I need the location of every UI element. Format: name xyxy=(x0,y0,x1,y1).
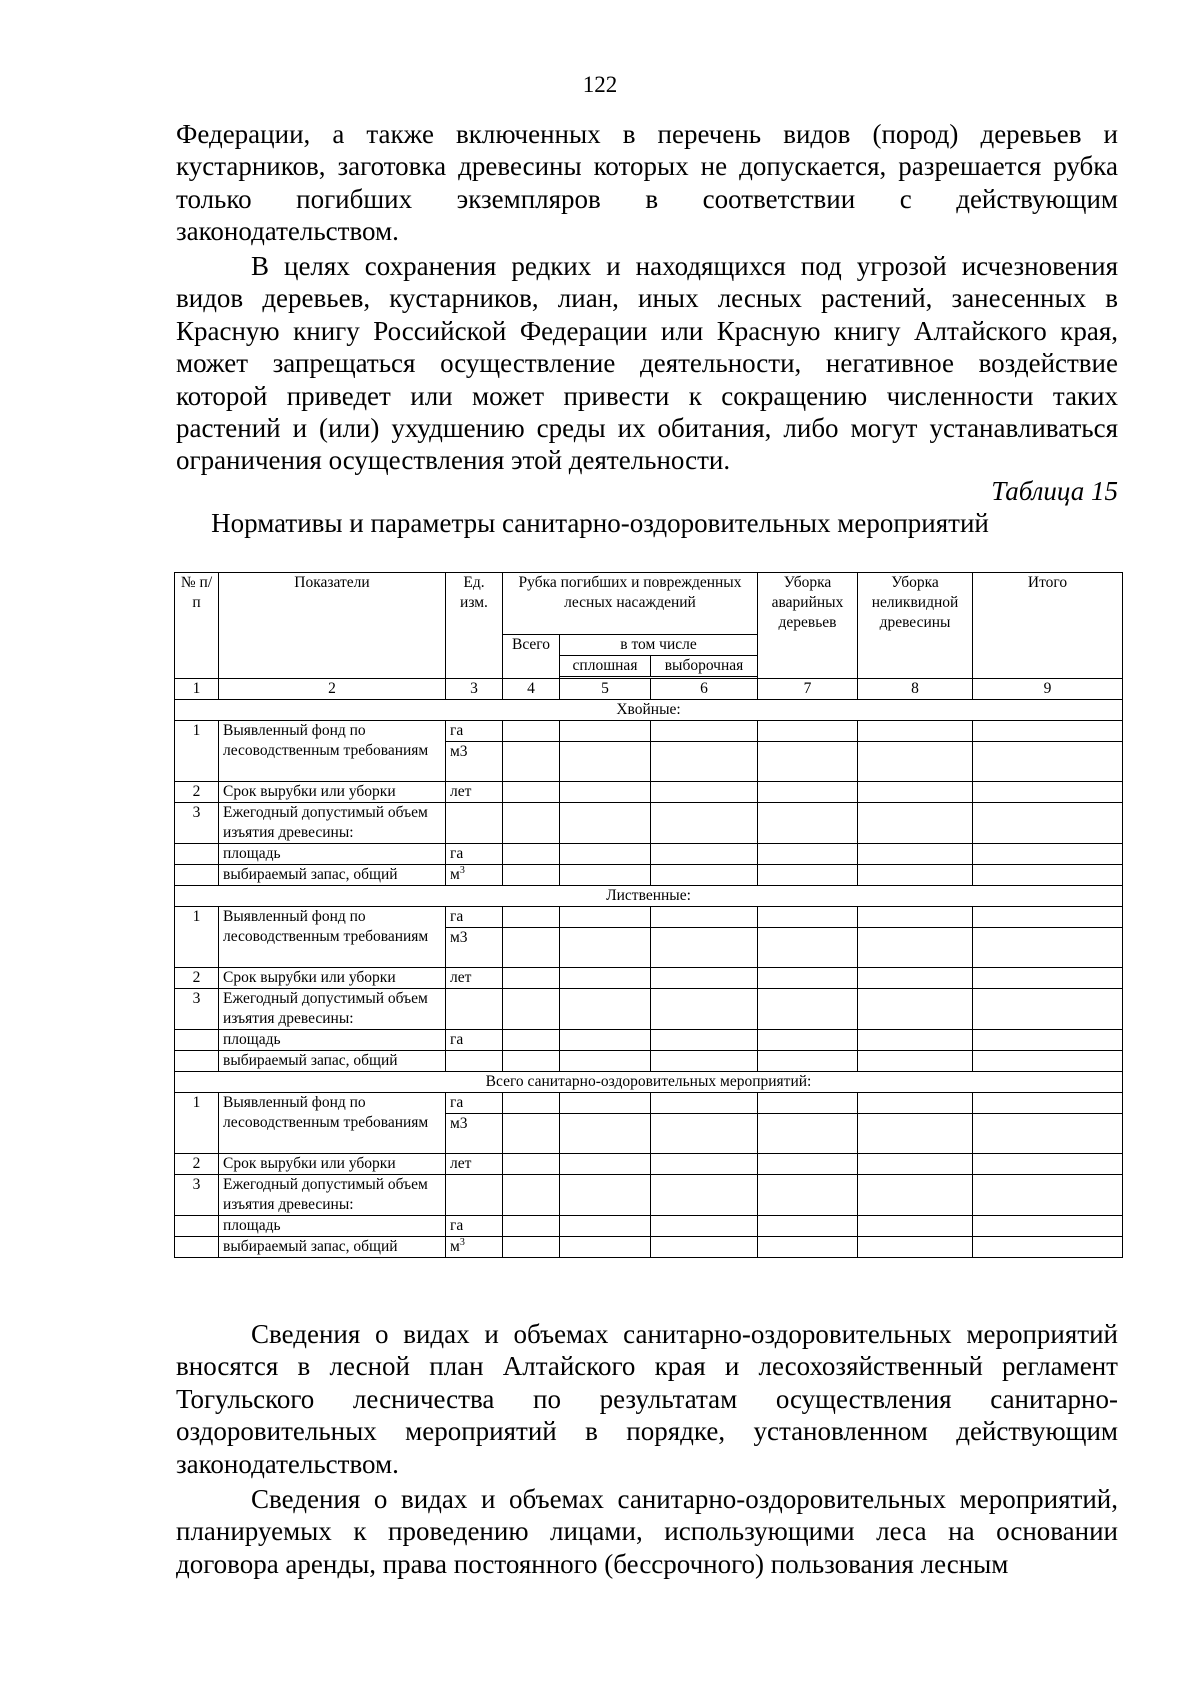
section-title: Хвойные: xyxy=(175,700,1123,721)
paragraph-2: В целях сохранения редких и находящихся под угрозой исчезновения видов деревьев, кустарников, лиан, иных лесных растений, занесенных в Красную книгу Российской Федерации или Красную книгу Алтайского края, может запрещаться осуществление деятельности, негативное воздействие которой приведет или может привести к сокращению численности таких растений и (или) ухудшению среды их обитания, либо могут устанавливаться ограничения осуществления этой деятельности. xyxy=(176,251,1118,476)
header-num: № п/п xyxy=(175,573,219,679)
row-num: 2 xyxy=(175,1154,219,1175)
norms-table xyxy=(174,572,1123,1258)
row-num: 1 xyxy=(175,721,219,782)
row-unit: га xyxy=(446,844,503,865)
table-row xyxy=(175,1093,1123,1114)
header-total: Всего xyxy=(503,635,560,679)
row-num: 2 xyxy=(175,968,219,989)
row-name: Выявленный фонд по лесоводственным требованиям xyxy=(219,907,446,968)
header-row-1 xyxy=(175,573,1123,635)
header-unit: Ед. изм. xyxy=(446,573,503,679)
row-num: 1 xyxy=(175,907,219,968)
col-num: 7 xyxy=(758,679,858,700)
page-number: 122 xyxy=(582,72,618,97)
header-selective: выборочная xyxy=(651,656,758,677)
col-num: 1 xyxy=(175,679,219,700)
col-num: 9 xyxy=(973,679,1123,700)
row-name: выбираемый запас, общий xyxy=(219,865,446,886)
row-name: Выявленный фонд по лесоводственным требованиям xyxy=(219,721,446,782)
table-row xyxy=(175,803,1123,844)
section-row xyxy=(175,1072,1123,1093)
row-name: площадь xyxy=(219,1030,446,1051)
header-including: в том числе xyxy=(560,635,758,656)
row-name: Выявленный фонд по лесоводственным требованиям xyxy=(219,1093,446,1154)
row-name: выбираемый запас, общий xyxy=(219,1237,446,1258)
row-unit: лет xyxy=(446,1154,503,1175)
row-unit: $м^3$ xyxy=(446,865,503,886)
row-unit: га xyxy=(446,721,503,742)
table-row xyxy=(175,907,1123,928)
section-row xyxy=(175,886,1123,907)
header-clear: сплошная xyxy=(560,656,651,677)
col-num: 4 xyxy=(503,679,560,700)
section-title: Лиственные: xyxy=(175,886,1123,907)
row-unit: га xyxy=(446,907,503,928)
section-row xyxy=(175,700,1123,721)
row-num: 3 xyxy=(175,989,219,1030)
table-row xyxy=(175,1216,1123,1237)
table-row xyxy=(175,782,1123,803)
header-illiquid: Уборка неликвидной древесины xyxy=(858,573,973,679)
row-num: 1 xyxy=(175,1093,219,1154)
col-num: 2 xyxy=(219,679,446,700)
table-row xyxy=(175,865,1123,886)
paragraph-1: Федерации, а также включенных в перечень видов (пород) деревьев и кустарников, заготовка древесины которых не допускается, разрешается рубка только погибших экземпляров в соответствии с действующим законодательством. xyxy=(176,119,1118,247)
table-row xyxy=(175,989,1123,1030)
row-num: 2 xyxy=(175,782,219,803)
row-name: Ежегодный допустимый объем изъятия древесины: xyxy=(219,803,446,844)
row-unit: га xyxy=(446,1216,503,1237)
row-name: Срок вырубки или уборки xyxy=(219,968,446,989)
row-unit: лет xyxy=(446,968,503,989)
table-label: Таблица 15 xyxy=(991,476,1118,506)
row-name: Ежегодный допустимый объем изъятия древесины: xyxy=(219,989,446,1030)
col-num: 3 xyxy=(446,679,503,700)
row-num: 3 xyxy=(175,803,219,844)
row-unit: м3 xyxy=(446,742,503,782)
paragraph-3: Сведения о видах и объемах санитарно-оздоровительных мероприятий вносятся в лесной план Алтайского края и лесохозяйственный регламент Тогульского лесничества по результатам осуществления санитарно-оздоровительных мероприятий в порядке, установленном действующим законодательством. xyxy=(176,1319,1118,1479)
row-unit: га xyxy=(446,1093,503,1114)
row-name: Срок вырубки или уборки xyxy=(219,1154,446,1175)
row-unit: м3 xyxy=(446,928,503,968)
row-unit: м3 xyxy=(446,1114,503,1154)
row-num: 3 xyxy=(175,1175,219,1216)
table-row xyxy=(175,1051,1123,1072)
row-unit: лет xyxy=(446,782,503,803)
row-name: выбираемый запас, общий xyxy=(219,1051,446,1072)
header-sum: Итого xyxy=(973,573,1123,679)
table-row xyxy=(175,968,1123,989)
header-emergency: Уборка аварийных деревьев xyxy=(758,573,858,679)
table-row xyxy=(175,1237,1123,1258)
row-unit: га xyxy=(446,1030,503,1051)
col-num: 8 xyxy=(858,679,973,700)
column-numbers-row xyxy=(175,679,1123,700)
header-indicators: Показатели xyxy=(219,573,446,679)
row-name: площадь xyxy=(219,844,446,865)
table-title: Нормативы и параметры санитарно-оздоровительных мероприятий xyxy=(211,508,989,538)
row-name: площадь xyxy=(219,1216,446,1237)
header-felling: Рубка погибших и поврежденных лесных насаждений xyxy=(503,573,758,635)
row-unit: $м^3$ xyxy=(446,1237,503,1258)
row-name: Срок вырубки или уборки xyxy=(219,782,446,803)
col-num: 6 xyxy=(651,679,758,700)
row-name: Ежегодный допустимый объем изъятия древесины: xyxy=(219,1175,446,1216)
col-num: 5 xyxy=(560,679,651,700)
paragraph-4: Сведения о видах и объемах санитарно-оздоровительных мероприятий, планируемых к проведению лицами, использующими леса на основании договора аренды, права постоянного (бессрочного) пользования лесным xyxy=(176,1484,1118,1579)
table-row xyxy=(175,1030,1123,1051)
table-row xyxy=(175,844,1123,865)
table-row xyxy=(175,1175,1123,1216)
table-row xyxy=(175,1154,1123,1175)
table-row xyxy=(175,721,1123,742)
section-title: Всего санитарно-оздоровительных мероприятий: xyxy=(175,1072,1123,1093)
